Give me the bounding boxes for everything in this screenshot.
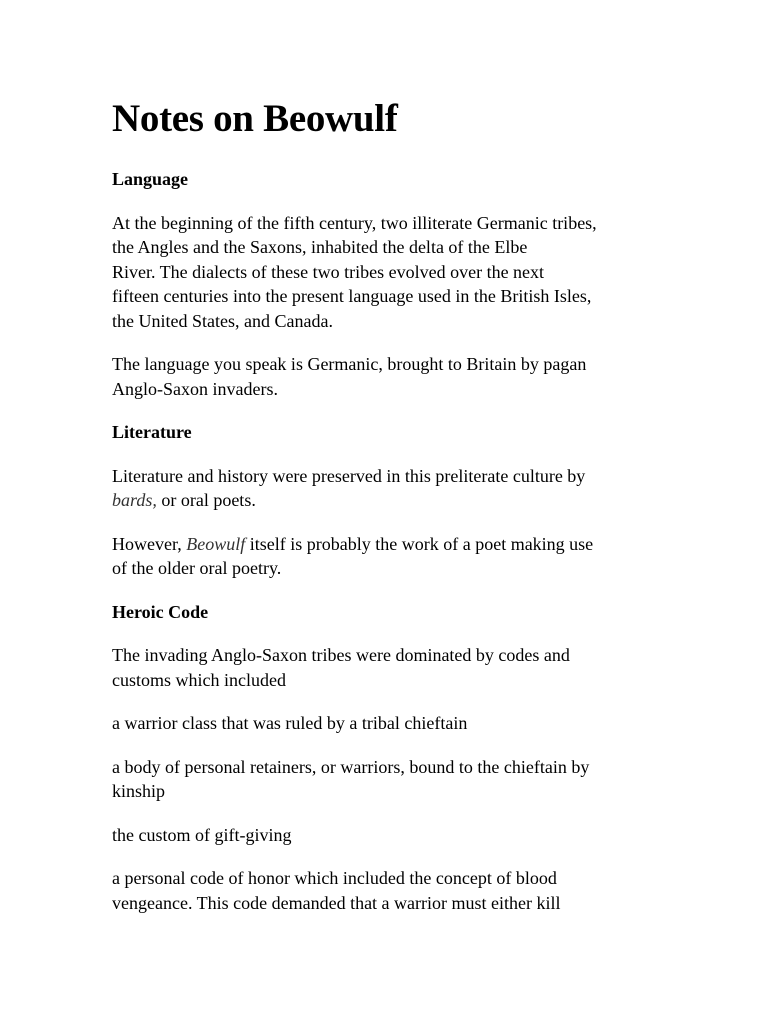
- language-paragraph-2: [112, 352, 657, 401]
- text-span: However,: [112, 533, 187, 554]
- text-line: River. The dialects of these two tribes evolved over the next: [112, 261, 545, 282]
- text-line: Anglo-Saxon invaders.: [112, 378, 278, 399]
- italic-term-bards: bards,: [112, 490, 157, 510]
- text-line: the Angles and the Saxons, inhabited the delta of the Elbe: [112, 237, 528, 257]
- text-line: a body of personal retainers, or warriors, bound to the chieftain by: [112, 756, 590, 777]
- heroic-code-item-3: [112, 823, 657, 848]
- section-heading-literature: Literature: [112, 422, 192, 442]
- text-line: Literature and history were preserved in this preliterate culture by: [112, 465, 586, 486]
- heroic-code-item-1: [112, 711, 657, 736]
- language-paragraph-1: [112, 211, 657, 334]
- literature-paragraph-1: [112, 464, 657, 513]
- literature-paragraph-2: [112, 532, 657, 581]
- text-line: The language you speak is Germanic, brought to Britain by pagan: [112, 354, 587, 374]
- text-line: vengeance. This code demanded that a warrior must either kill: [112, 892, 561, 913]
- heroic-code-intro: [112, 643, 657, 692]
- text-line: kinship: [112, 781, 166, 801]
- section-heading-language: Language: [112, 169, 189, 189]
- text-line: fifteen centuries into the present language used in the British Isles,: [112, 286, 592, 306]
- heroic-code-item-4: [112, 866, 657, 915]
- text-line: a warrior class that was ruled by a tribal chieftain: [112, 713, 468, 733]
- section-heading-heroic-code: Heroic Code: [112, 601, 209, 622]
- text-line: the custom of gift-giving: [112, 824, 292, 845]
- text-line: of the older oral poetry.: [112, 558, 282, 578]
- text-line: customs which included: [112, 669, 286, 690]
- text-line: [112, 532, 657, 557]
- text-line: a personal code of honor which included the concept of blood: [112, 868, 557, 888]
- text-span: itself is probably the work of a poet making use: [245, 533, 594, 554]
- text-span: or oral poets.: [156, 490, 256, 510]
- text-line: the United States, and Canada.: [112, 310, 333, 331]
- document-title: Notes on Beowulf: [112, 97, 398, 140]
- text-line: The invading Anglo-Saxon tribes were dominated by codes and: [112, 645, 570, 665]
- italic-title-beowulf: Beowulf: [186, 533, 246, 554]
- heroic-code-item-2: [112, 755, 657, 804]
- text-line: At the beginning of the fifth century, two illiterate Germanic tribes,: [112, 212, 597, 233]
- document-page: [112, 0, 657, 915]
- text-line: [112, 488, 657, 513]
